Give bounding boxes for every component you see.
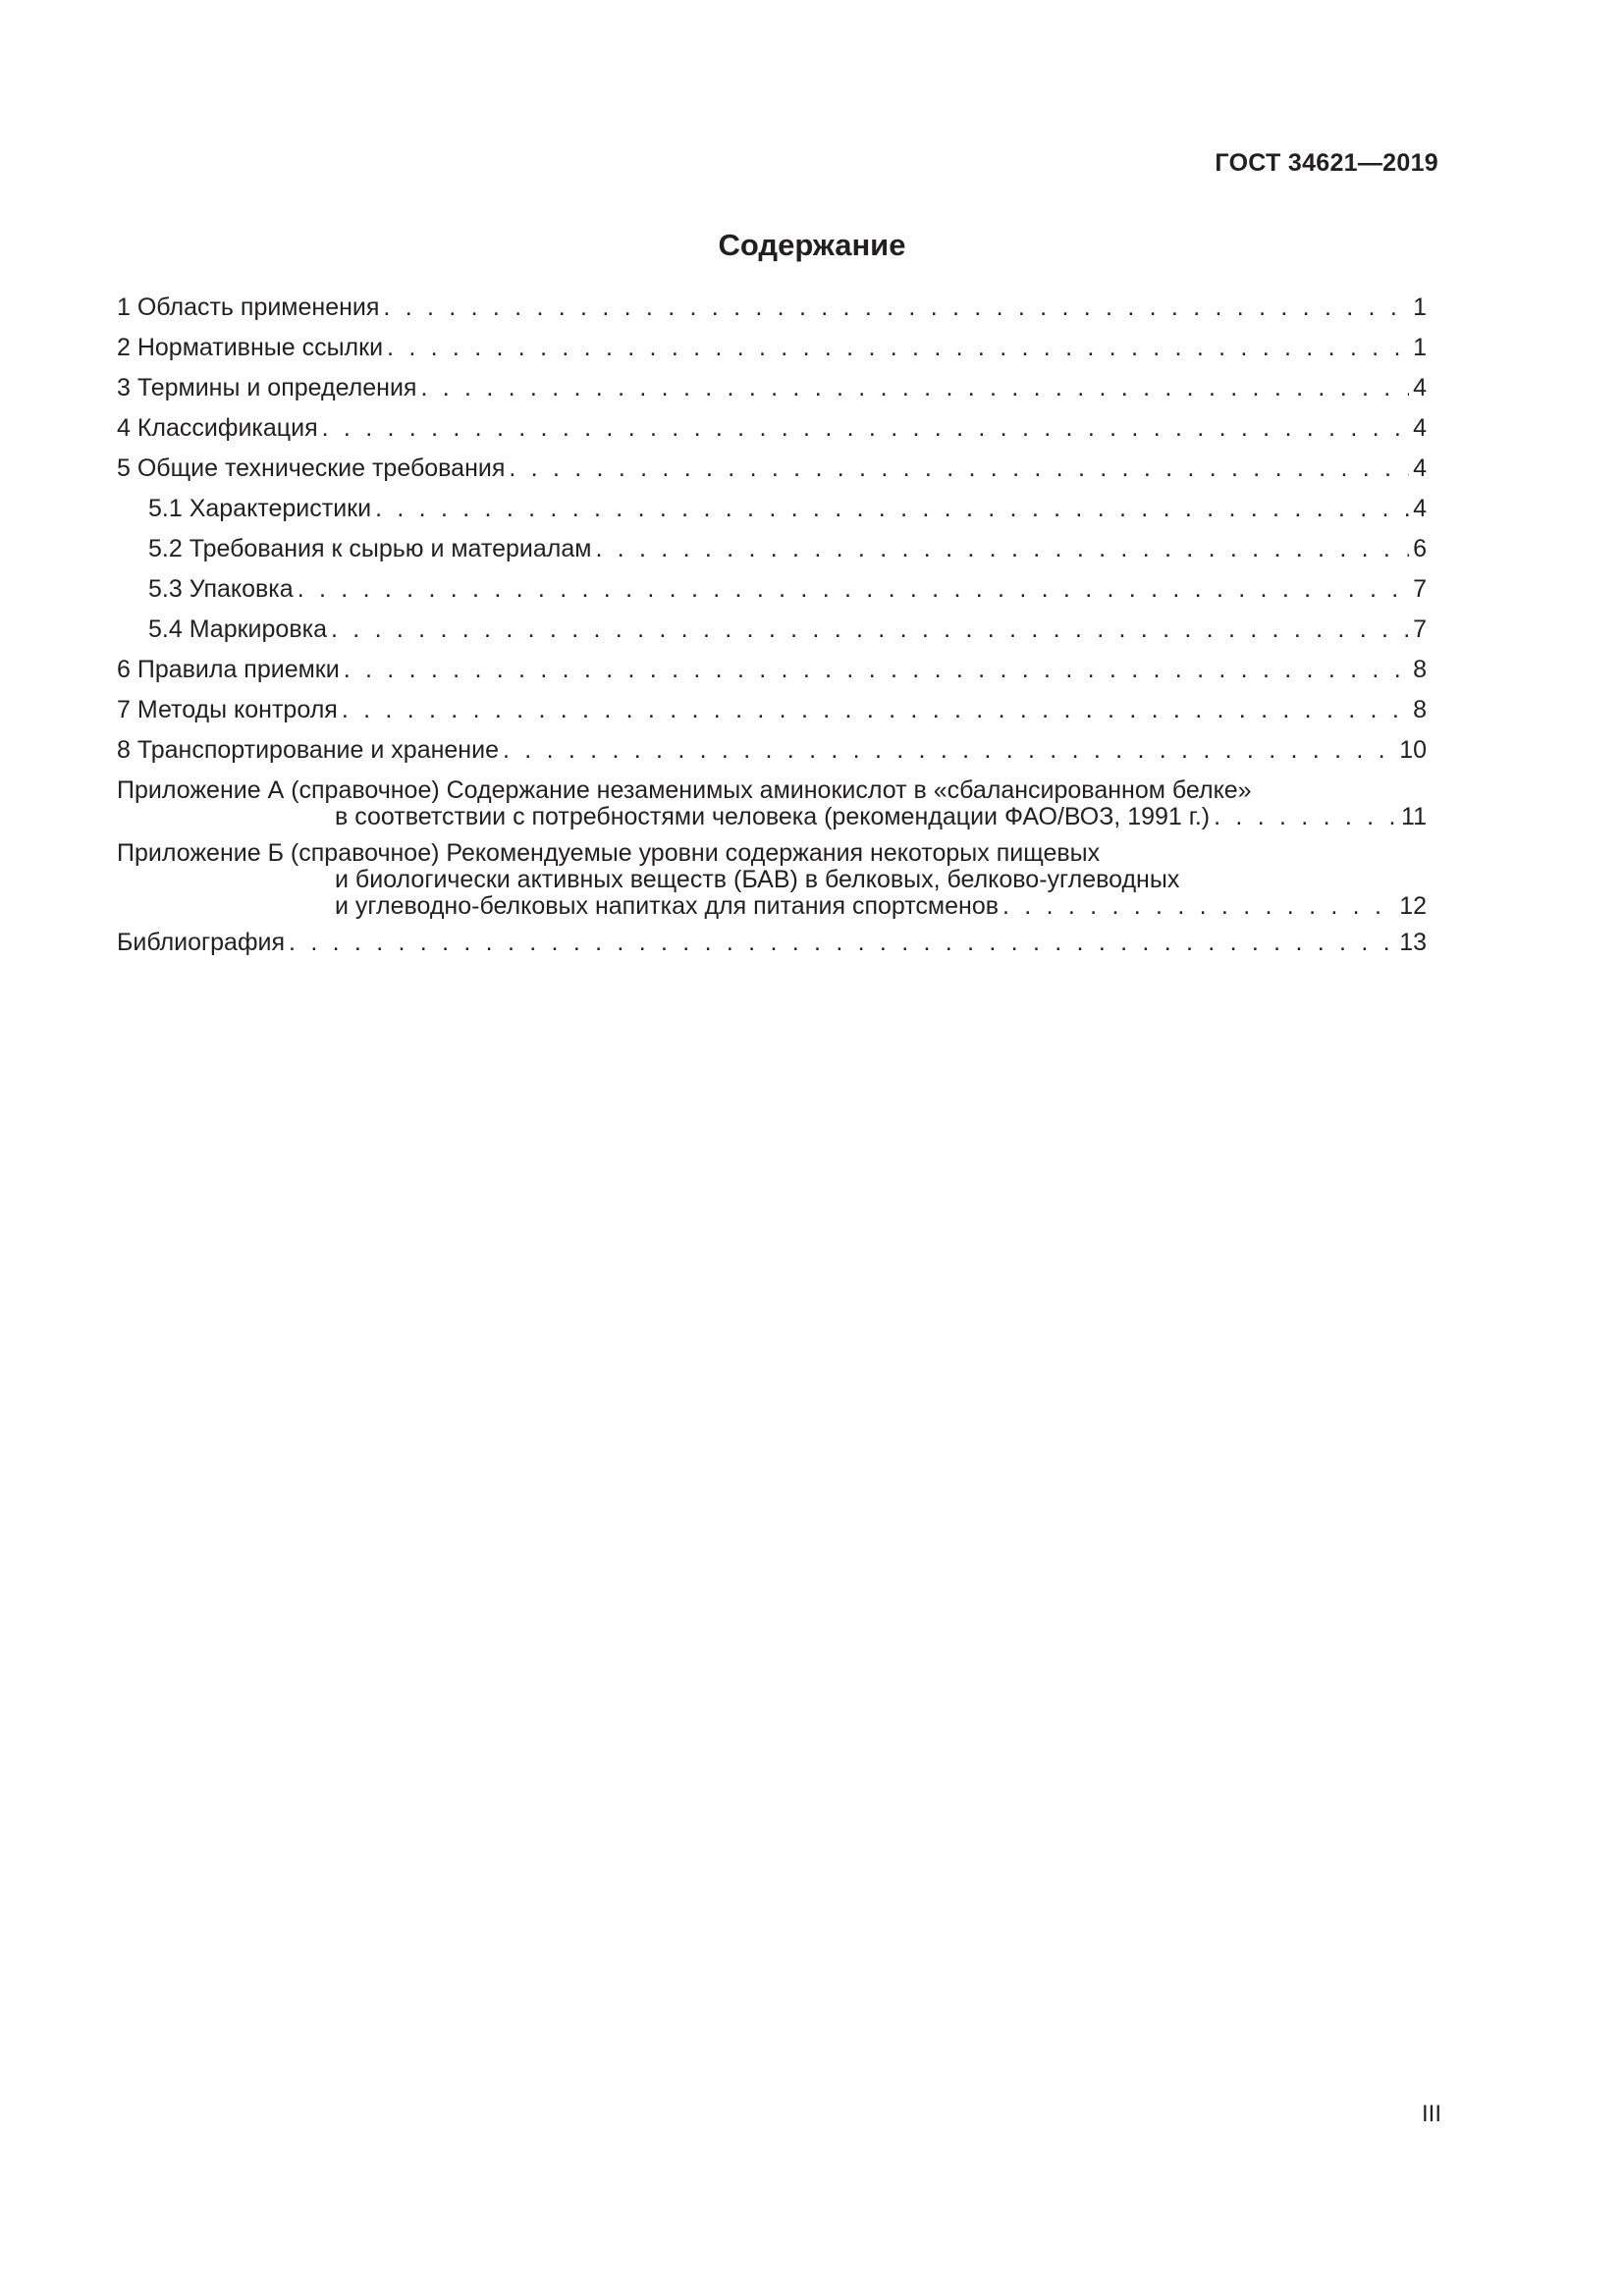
page-folio: III — [1421, 2101, 1441, 2127]
leader-dots — [387, 335, 1409, 361]
toc-entry-label-continued: и углеводно-белковых напитках для питания спортсменов — [335, 892, 1000, 920]
leader-dots — [595, 536, 1409, 562]
toc-page-number: 7 — [1413, 615, 1427, 643]
toc-entry-characteristics[interactable] — [117, 496, 1427, 522]
toc-entry-classification[interactable] — [117, 415, 1427, 442]
leader-dots — [342, 697, 1409, 723]
toc-entry-bibliography[interactable] — [117, 930, 1427, 956]
toc-entry-terms[interactable] — [117, 375, 1427, 401]
toc-page-number: 13 — [1399, 929, 1427, 956]
toc-entry-labeling[interactable] — [117, 616, 1427, 643]
toc-entry-label: 5 Общие технические требования — [117, 454, 506, 482]
toc-entry-appendix-a[interactable] — [117, 777, 1427, 830]
toc-page-number: 10 — [1399, 736, 1427, 764]
toc-entry-normative-references[interactable] — [117, 335, 1427, 361]
toc-entry-transport-storage[interactable] — [117, 737, 1427, 764]
toc-entry-label: 3 Термины и определения — [117, 374, 417, 401]
toc-entry-acceptance-rules[interactable] — [117, 657, 1427, 683]
table-of-contents — [117, 294, 1427, 970]
toc-page-number: 1 — [1413, 294, 1427, 321]
toc-entry-label: 5.2 Требования к сырью и материалам — [148, 535, 592, 562]
toc-page-number: 8 — [1413, 696, 1427, 723]
toc-page-number: 1 — [1413, 334, 1427, 361]
toc-entry-appendix-b[interactable] — [117, 840, 1427, 920]
toc-page-number: 11 — [1401, 803, 1427, 830]
toc-entry-label: 5.1 Характеристики — [148, 495, 372, 522]
toc-entry-label-continued: в соответствии с потребностями человека (рекомендации ФАО/ВОЗ, 1991 г.) — [335, 803, 1211, 830]
leader-dots — [503, 737, 1395, 764]
toc-entry-label: 2 Нормативные ссылки — [117, 334, 384, 361]
document-code: ГОСТ 34621—2019 — [1215, 149, 1438, 177]
toc-page-number: 12 — [1399, 892, 1427, 920]
toc-page-number: 7 — [1413, 575, 1427, 603]
leader-dots — [289, 930, 1395, 956]
leader-dots — [420, 375, 1409, 401]
leader-dots — [344, 657, 1409, 683]
leader-dots — [509, 455, 1409, 482]
leader-dots — [375, 496, 1409, 522]
toc-entry-label: 1 Область применения — [117, 294, 380, 321]
toc-entry-label: Приложение А (справочное) Содержание незаменимых аминокислот в «сбалансированном белке» — [117, 776, 1252, 804]
toc-entry-packaging[interactable] — [117, 576, 1427, 603]
toc-page-number: 4 — [1413, 495, 1427, 522]
leader-dots — [322, 415, 1409, 442]
leader-dots — [383, 294, 1409, 321]
toc-entry-scope[interactable] — [117, 294, 1427, 321]
leader-dots — [331, 616, 1409, 643]
leader-dots — [1002, 893, 1395, 920]
toc-entry-label: 5.4 Маркировка — [148, 615, 327, 643]
toc-entry-label: Приложение Б (справочное) Рекомендуемые уровни содержания некоторых пищевых — [117, 839, 1101, 867]
toc-page-number: 8 — [1413, 656, 1427, 683]
leader-dots — [298, 576, 1409, 603]
toc-entry-label: 6 Правила приемки — [117, 656, 340, 683]
toc-entry-raw-materials[interactable] — [117, 536, 1427, 562]
leader-dots — [1214, 804, 1397, 830]
toc-page-number: 4 — [1413, 454, 1427, 482]
toc-entry-label: Библиография — [117, 929, 286, 956]
toc-page-number: 6 — [1413, 535, 1427, 562]
toc-entry-label-continued: и биологически активных веществ (БАВ) в белковых, белково-углеводных — [335, 866, 1180, 893]
toc-entry-label: 8 Транспортирование и хранение — [117, 736, 499, 764]
toc-title: Содержание — [718, 228, 906, 262]
toc-entry-control-methods[interactable] — [117, 697, 1427, 723]
toc-entry-general-requirements[interactable] — [117, 455, 1427, 482]
toc-entry-label: 5.3 Упаковка — [148, 575, 294, 603]
toc-page-number: 4 — [1413, 374, 1427, 401]
toc-page-number: 4 — [1413, 414, 1427, 442]
toc-entry-label: 7 Методы контроля — [117, 696, 338, 723]
toc-entry-label: 4 Классификация — [117, 414, 318, 442]
